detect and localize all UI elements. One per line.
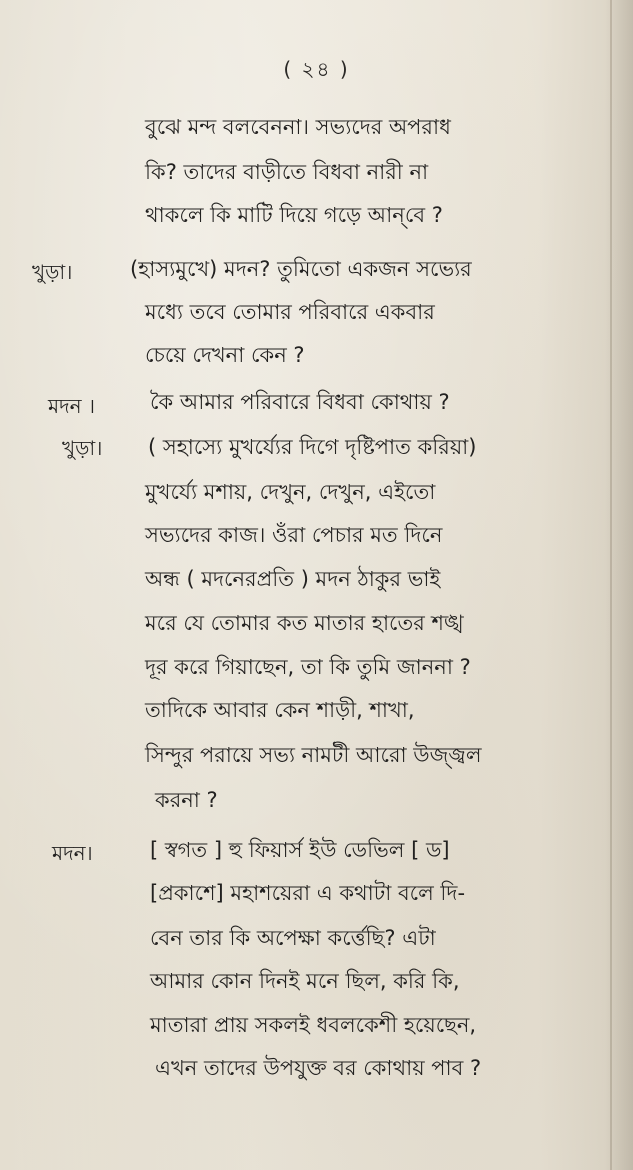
text-line: আমার কোন দিনই মনে ছিল, করি কি,: [150, 969, 460, 993]
text-line: দূর করে গিয়াছেন, তা কি তুমি জাননা ?: [145, 655, 471, 679]
text-line: কৈ আমার পরিবারে বিধবা কোথায় ?: [150, 390, 450, 414]
text-line: [ স্বগত ] হু ফিয়ার্স ইউ ডেভিল [ ড]: [150, 838, 450, 862]
speaker-label: খুড়া।: [32, 260, 73, 284]
text-line: মধ্যে তবে তোমার পরিবারে একবার: [145, 300, 435, 324]
text-line: থাকলে কি মাটি দিয়ে গড়ে আন্‌বে ?: [145, 203, 443, 227]
page-number: ( ২৪ ): [283, 57, 350, 81]
text-line: মরে যে তোমার কত মাতার হাতের শঙ্খ: [145, 611, 464, 635]
text-line: সিন্দুর পরায়ে সভ্য নামটী আরো উজ্জ্বল: [145, 743, 482, 767]
speaker-label: মদন ।: [48, 394, 96, 418]
text-line: সভ্যদের কাজ। ওঁরা পেচার মত দিনে: [145, 523, 443, 547]
text-line: কি? তাদের বাড়ীতে বিধবা নারী না: [145, 160, 429, 184]
text-line: মুখর্য্যে মশায়, দেখুন, দেখুন, এইতো: [145, 480, 436, 504]
text-line: বেন তার কি অপেক্ষা কর্ত্তেছি? এটা: [150, 926, 436, 950]
text-line: অন্ধ ( মদনেরপ্রতি ) মদন ঠাকুর ভাই: [145, 567, 441, 591]
page-edge-shadow: [605, 0, 633, 1170]
text-line: মাতারা প্রায় সকলই ধবলকেশী হয়েছেন,: [150, 1013, 477, 1037]
text-line: চেয়ে দেখনা কেন ?: [145, 343, 305, 367]
text-line: বুঝে মন্দ বলবেননা। সভ্যদের অপরাধ: [145, 115, 451, 139]
text-line: ( সহাস্যে মুখর্য্যের দিগে দৃষ্টিপাত করিয়া): [148, 435, 477, 459]
text-line: তাদিকে আবার কেন শাড়ী, শাখা,: [145, 698, 415, 722]
speaker-label: মদন।: [52, 841, 93, 865]
speaker-label: খুড়া।: [62, 436, 103, 460]
text-line: (হাস্যমুখে) মদন? তুমিতো একজন সভ্যের: [130, 257, 472, 281]
text-line: করনা ?: [155, 788, 218, 812]
text-line: [প্রকাশে] মহাশয়েরা এ কথাটা বলে দি-: [150, 881, 466, 905]
text-line: এখন তাদের উপযুক্ত বর কোথায় পাব ?: [155, 1056, 482, 1080]
